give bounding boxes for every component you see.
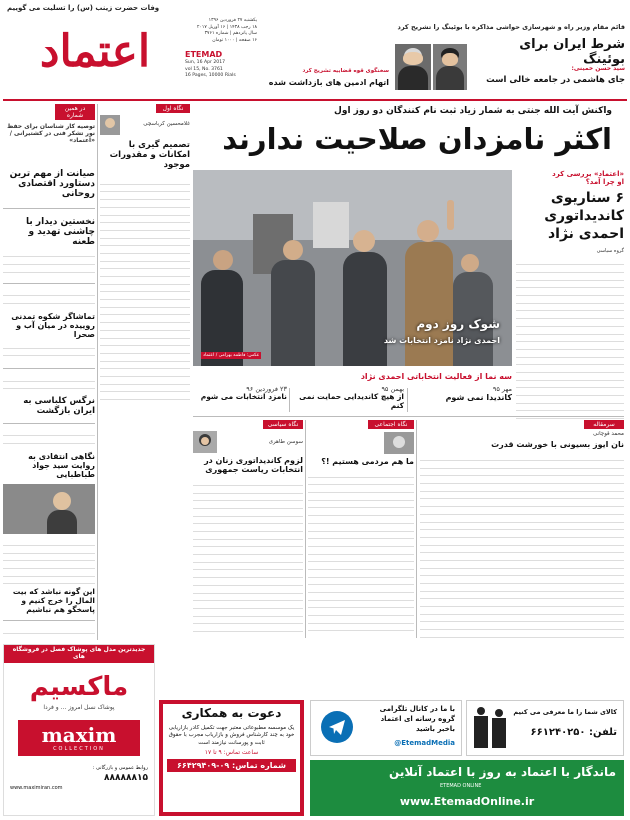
promo-sub-kicker: سید حسن خمینی: <box>571 65 625 72</box>
contents-item[interactable]: نرگس کلباسی به ایران بازگشت <box>23 396 95 417</box>
contents-teaser <box>3 430 95 450</box>
right-body <box>420 455 624 639</box>
contents-divider <box>3 423 95 424</box>
opinion-body <box>100 178 190 404</box>
ad-classified[interactable] <box>466 700 624 756</box>
side-headline[interactable]: ۶ سناریوی کاندیداتوری احمدی نژاد <box>544 190 624 243</box>
center-section-tag: نگاه اجتماعی <box>368 420 414 429</box>
side-body <box>516 259 624 419</box>
date-fa: یکشنبه ۲۷ فروردین ۱۳۹۶ <box>208 18 257 23</box>
main-kicker: واکنش آیت الله جنتی به شمار زیاد ثبت نام کنندگان دو روز اول <box>334 106 612 116</box>
strip-item-title: از هیچ کاندیدایی حمایت نمی کنم <box>299 392 404 411</box>
women-section-tag: نگاه سیاسی <box>263 420 303 429</box>
ad-hiring-hours: ساعت تماس: ۹ تا ۱۷ <box>204 749 259 757</box>
strip-title: سه نما از فعالیت انتخاباتی احمدی نژاد <box>360 372 512 381</box>
strip-item[interactable] <box>412 386 512 414</box>
ad-telegram-line1: با ما در کانال تلگرامی <box>379 705 455 713</box>
main-photo-credit: عکس: فاطمه بهرامی / اعتماد <box>203 353 260 358</box>
ad-telegram-line3: باخبر باشید <box>416 725 455 733</box>
main-photo-subcaption: احمدی نژاد نامزد انتخابات شد <box>383 336 500 345</box>
ad-maxim-top: جدیدترین مدل های پوشاک فصل در فروشگاه های <box>4 645 154 663</box>
masthead-meta <box>185 18 257 84</box>
opinion-column <box>100 104 190 404</box>
section-divider <box>193 416 624 417</box>
ad-online-line: ماندگار با اعتماد به روز با اعتماد آنلاین <box>389 765 616 779</box>
women-body <box>193 479 303 638</box>
main-photo-caption: شوک روز دوم <box>416 317 500 331</box>
mid-headline[interactable]: اتهام ادمین های بازداشت شده <box>268 78 389 87</box>
side-question: او چرا آمد؟ <box>585 178 624 187</box>
contents-item[interactable]: تماشاگر شکوه تمدنی روییده در میان آب و صحرا <box>11 311 95 340</box>
column-divider <box>416 420 417 638</box>
promo-sub-headline[interactable]: جای هاشمی در جامعه خالی است <box>486 75 625 85</box>
ad-telegram-handle[interactable]: @EtemadMedia <box>394 739 455 747</box>
ad-hiring[interactable] <box>159 700 304 816</box>
center-headline[interactable]: ما هم مردمی هستیم !؟ <box>321 457 414 466</box>
promo-photo-khomeini <box>395 44 431 90</box>
contents-divider <box>3 368 95 369</box>
right-author: محمد قوچانی <box>593 431 624 437</box>
right-article <box>420 420 624 638</box>
masthead-logo[interactable]: اعتماد <box>39 26 151 77</box>
side-story <box>516 170 624 420</box>
telegram-icon <box>321 711 353 743</box>
center-body <box>308 471 414 638</box>
contents-teaser <box>3 627 95 640</box>
ad-telegram[interactable] <box>310 700 462 756</box>
contents-divider <box>3 283 95 284</box>
ad-hiring-body: یک موسسه مطبوعاتی معتبر جهت تکمیل کادر بازاریابی خود به چند کارشناس فروش و بازاریاب مجرب با حقوق ثابت و پورسانت نیازمند است <box>168 724 295 746</box>
opinion-author-photo <box>100 115 120 135</box>
mourning-line: وفات حضرت زینب (س) را تسلیت می گوییم <box>7 4 160 12</box>
date-ar: ۱۸ رجب ۱۴۳۸ | ۱۶ آوریل ۲۰۱۷ <box>197 24 257 30</box>
strip-item-date: بهمن ۹۵ <box>381 385 404 393</box>
promo-photo-hashemi <box>433 44 467 90</box>
strip-item-title: کاندیدا نمی شوم <box>445 393 512 403</box>
contents-item[interactable]: نگاهی انتقادی به روایت سید جواد طباطبایی <box>28 451 95 480</box>
opinion-section-tag: نگاه اول <box>156 104 190 113</box>
pages-info: ۱۶ صفحه | ۱۰۰۰ تومان <box>212 37 257 43</box>
ad-online-url[interactable]: www.EtemadOnline.ir <box>399 795 535 808</box>
contents-teaser <box>3 342 95 362</box>
contents-item[interactable]: این گونه نباشد که بیت المال را خرج کنیم و پاسخگو هم نباشیم <box>12 587 95 614</box>
ad-maxim-tagline: روابط عمومی و بازرگانی : <box>92 764 148 771</box>
contents-photo <box>3 484 95 534</box>
right-section-tag: سرمقاله <box>584 420 624 429</box>
ad-maxim-phone: ۸۸۸۸۸۸۱۵ <box>104 773 148 784</box>
ad-maxim[interactable] <box>3 644 155 816</box>
women-article <box>193 420 303 638</box>
masthead-divider <box>3 99 627 101</box>
latin-name: ETEMAD <box>185 50 223 59</box>
latin-date: Sun, 16 Apr 2017 <box>185 60 226 65</box>
women-headline[interactable]: لزوم کاندیداتوری زنان در انتخابات ریاست جمهوری <box>204 456 303 475</box>
ad-hiring-phone: شماره تماس: ۰۹-۶۶۴۲۹۴۰۹ <box>167 759 296 772</box>
strip-item[interactable] <box>294 386 404 414</box>
ad-maxim-brand-fa: ماکسیم <box>29 671 129 702</box>
side-kicker: «اعتماد» بررسی کرد <box>552 170 624 178</box>
mid-kicker: سخنگوی قوه قضاییه تشریح کرد <box>302 68 389 74</box>
strip-item-title: نامزد انتخابات می شوم <box>200 392 287 402</box>
main-photo[interactable] <box>193 170 512 366</box>
masthead <box>3 2 627 97</box>
contents-divider <box>3 620 95 621</box>
classified-figures <box>473 707 513 751</box>
center-article <box>308 420 414 638</box>
latin-issue: vol 15, No. 3761 <box>185 66 223 72</box>
women-author: سوسن طاهری <box>268 439 303 445</box>
contents-teaser <box>3 539 95 585</box>
strip-item-date: ۲۳ فروردین ۹۶ <box>246 385 287 393</box>
ad-maxim-slogan: پوشاک نسل امروز ... و فردا <box>43 703 115 711</box>
ad-classified-phone: تلفن: ۶۶۱۲۴۰۲۵۰ <box>530 727 617 738</box>
contents-teaser <box>3 375 95 395</box>
strip-divider <box>289 388 290 412</box>
ad-maxim-brand-en-sub: COLLECTION <box>53 745 105 752</box>
center-author-photo <box>384 432 414 454</box>
side-section: گروه سیاسی <box>596 248 624 255</box>
promo-headline[interactable]: شرط ایران برای بوئینگ <box>519 37 625 67</box>
contents-item[interactable]: توصیه کار شناسان برای حفظ نور تشکر فنی در کشتیرانی / «اعتماد» <box>7 123 95 144</box>
contents-item[interactable]: صیانت از مهم ترین دستاورد اقتصادی روحانی <box>9 168 95 200</box>
promo-kicker: قائم مقام وزیر راه و شهرسازی حواشی مذاکره با بوئینگ را تشریح کرد <box>397 23 625 31</box>
ad-hiring-title: دعوت به همکاری <box>181 706 282 720</box>
latin-pages: 16 Pages, 10000 Rials <box>185 73 236 78</box>
contents-teaser <box>3 251 95 277</box>
strip-divider <box>407 388 408 412</box>
contents-item[interactable]: نخستین دیدار با چاشنی تهدید و طعنه <box>26 216 95 248</box>
opinion-author: غلامحسین کرباسچی <box>143 121 190 127</box>
ad-online-label: ETEMAD ONLINE <box>440 783 482 789</box>
right-headline[interactable]: نان ایوز بسیونی با خورشت قدرت <box>491 440 624 450</box>
opinion-headline[interactable]: تصمیم گیری با امکانات و مقدورات موجود <box>109 140 190 170</box>
contents-section-tag: در همین شماره <box>55 104 95 120</box>
ad-telegram-line2: گروه رسانه ای اعتماد <box>380 715 455 723</box>
contents-column <box>3 104 95 640</box>
women-author-photo <box>193 431 217 453</box>
column-divider <box>305 420 306 638</box>
timeline-strip <box>193 386 512 414</box>
ad-maxim-brand-en: maxim <box>41 722 117 747</box>
ad-online[interactable] <box>310 760 624 816</box>
issue-info: سال پانزدهم | شماره ۳۷۶۱ <box>204 31 257 36</box>
main-headline[interactable]: اکثر نامزدان صلاحیت ندارند <box>222 122 612 156</box>
strip-item-date: مهر ۹۵ <box>492 385 512 393</box>
contents-teaser <box>3 290 95 310</box>
column-divider <box>97 104 98 640</box>
strip-item[interactable] <box>193 386 287 414</box>
ad-maxim-site[interactable]: www.maximiran.com <box>10 784 63 791</box>
ad-classified-line: کالای شما را ما معرفی می کنیم <box>513 708 617 716</box>
contents-divider <box>3 208 95 209</box>
